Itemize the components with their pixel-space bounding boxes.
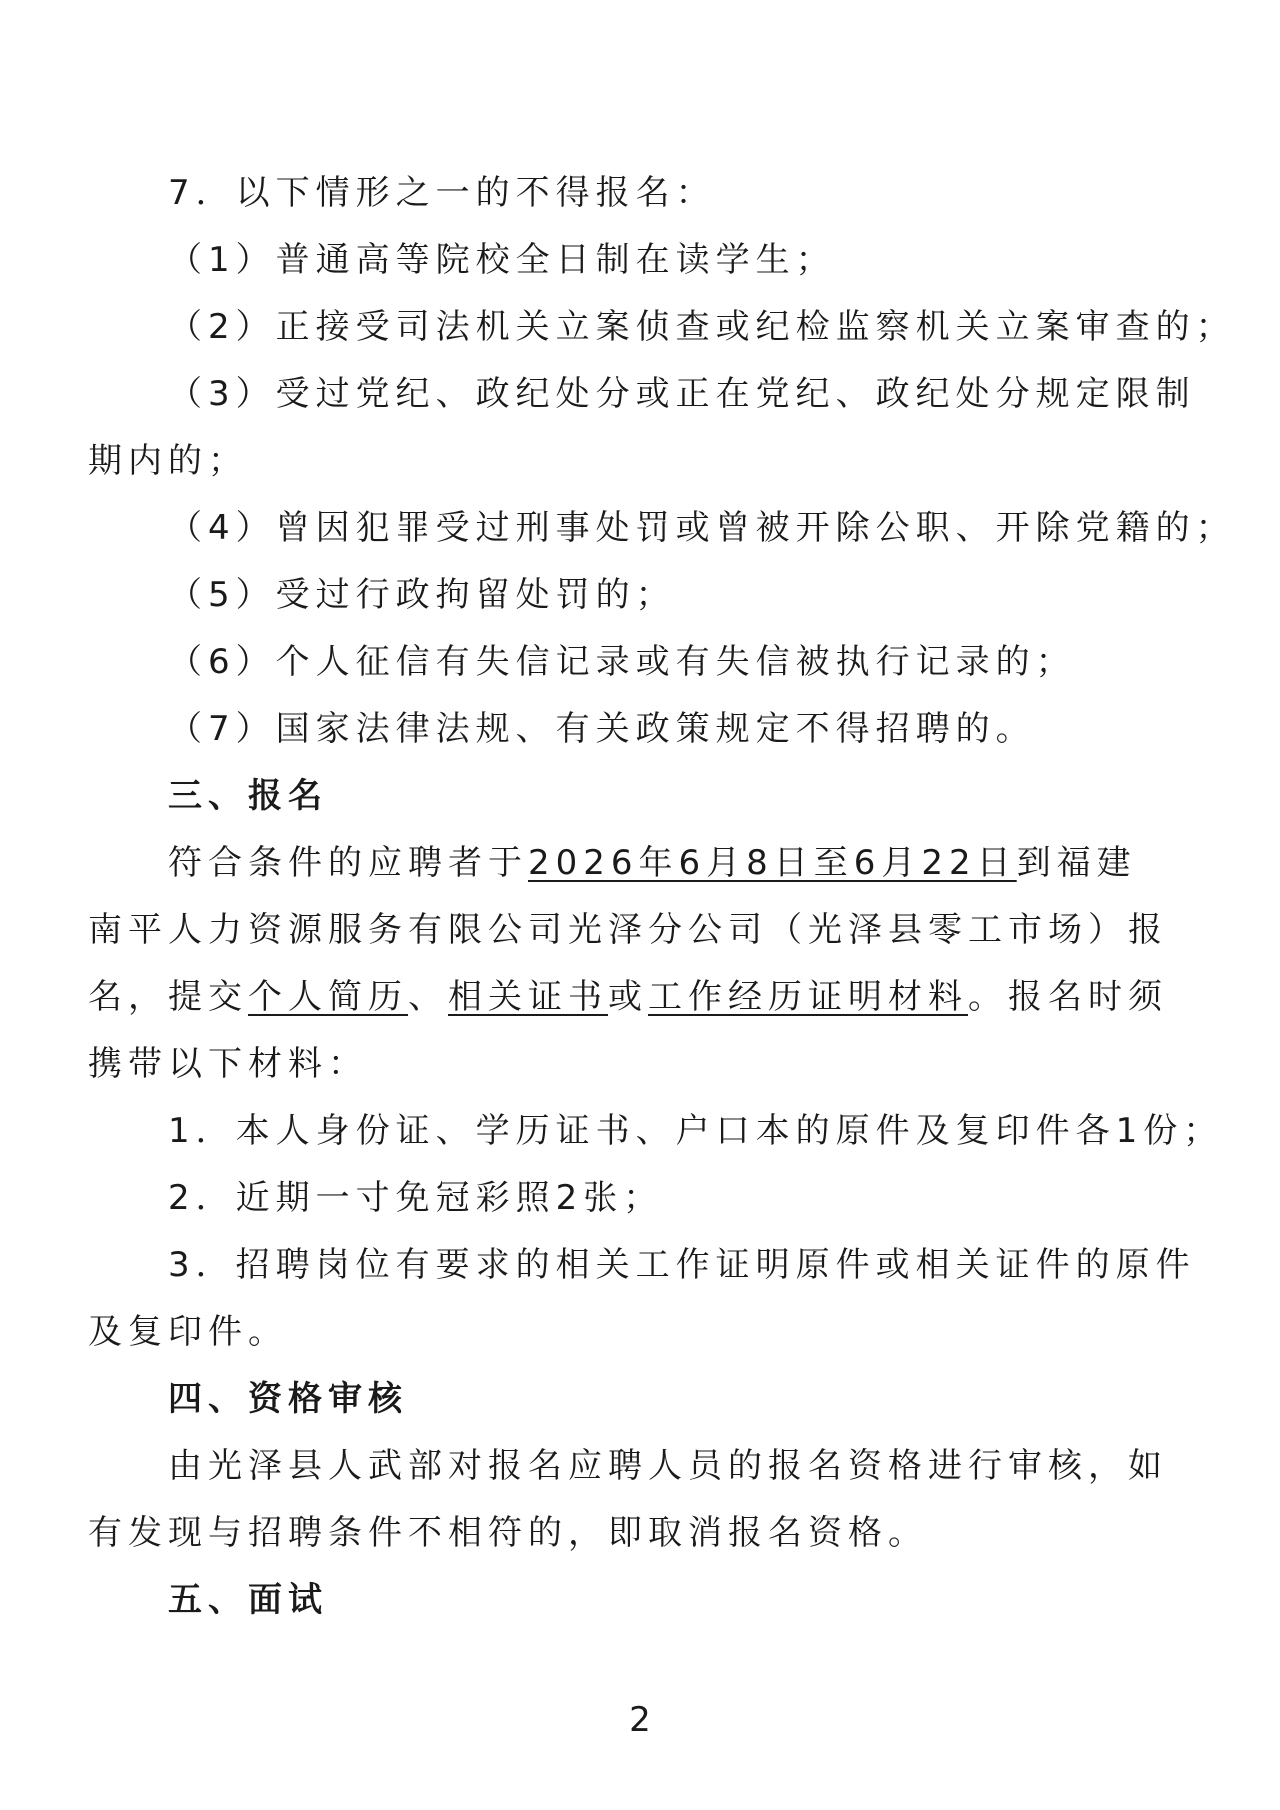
registration-text: 或: [608, 977, 648, 1017]
ineligibility-item-2: （2）正接受司法机关立案侦查或纪检监察机关立案审查的；: [168, 307, 1236, 347]
ineligibility-item-4: （4）曾因犯罪受过刑事处罚或曾被开除公职、开除党籍的；: [168, 508, 1236, 548]
section-heading-interview: 五、面试: [168, 1580, 328, 1620]
registration-text: 到福建: [1016, 843, 1137, 883]
registration-text: 。报名时须: [968, 977, 1168, 1017]
registration-text: 符合条件的应聘者于: [168, 843, 528, 883]
section-heading-registration: 三、报名: [168, 776, 328, 816]
material-item-2: 2．近期一寸免冠彩照2张；: [168, 1178, 664, 1218]
registration-text: 名，提交: [88, 977, 248, 1017]
ineligibility-item-3: （3）受过党纪、政纪处分或正在党纪、政纪处分规定限制: [168, 374, 1196, 414]
registration-line-1: [88, 830, 1212, 897]
page-number: 2: [629, 1700, 651, 1740]
document-body: [88, 160, 1236, 1634]
material-item-3-continued: 及复印件。: [88, 1312, 288, 1352]
registration-line-3: [88, 964, 1212, 1031]
registration-date-range: 2026年6月8日至6月22日: [528, 843, 1017, 883]
registration-line-4: 携带以下材料：: [88, 1044, 368, 1084]
ineligibility-item-3-continued: 期内的；: [88, 441, 248, 481]
required-doc-work-proof: 工作经历证明材料: [648, 977, 968, 1017]
review-line-1: 由光泽县人武部对报名应聘人员的报名资格进行审核，如: [168, 1446, 1168, 1486]
required-doc-resume: 个人简历: [248, 977, 408, 1017]
ineligibility-item-7: （7）国家法律法规、有关政策规定不得招聘的。: [168, 709, 1036, 749]
required-doc-certificates: 相关证书: [448, 977, 608, 1017]
material-item-3: 3．招聘岗位有要求的相关工作证明原件或相关证件的原件: [168, 1245, 1196, 1285]
ineligibility-item-5: （5）受过行政拘留处罚的；: [168, 575, 676, 615]
material-item-1: 1．本人身份证、学历证书、户口本的原件及复印件各1份；: [168, 1111, 1224, 1151]
registration-line-2: 南平人力资源服务有限公司光泽分公司（光泽县零工市场）报: [88, 910, 1168, 950]
registration-text: 、: [408, 977, 448, 1017]
ineligibility-intro: 7．以下情形之一的不得报名：: [168, 173, 716, 213]
section-heading-review: 四、资格审核: [168, 1379, 408, 1419]
ineligibility-item-6: （6）个人征信有失信记录或有失信被执行记录的；: [168, 642, 1076, 682]
review-line-2: 有发现与招聘条件不相符的，即取消报名资格。: [88, 1513, 928, 1553]
ineligibility-item-1: （1）普通高等院校全日制在读学生；: [168, 240, 836, 280]
